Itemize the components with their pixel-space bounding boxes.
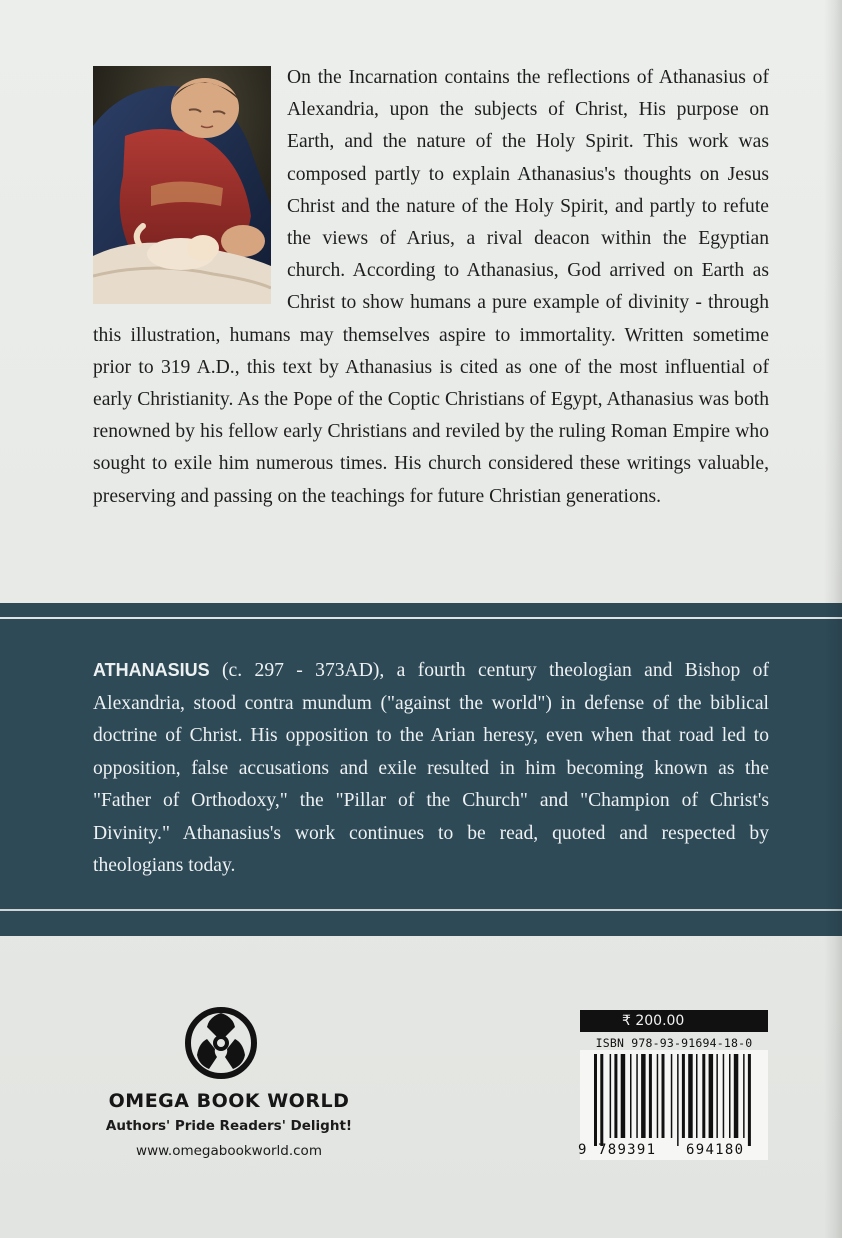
- price-label: [580, 1010, 768, 1032]
- author-bio-text: (c. 297 - 373AD), a fourth century theologian and Bishop of Alexandria, stood contra mundum ("against the world") in defense of the biblical doctrine of Christ. His opposition to the Arian heresy, even when that road led to opposition, false accusations and exile resulted in him becoming known as the "Father of Orthodoxy," the "Pillar of the Church" and "Champion of Christ's Divinity." Athanasius's work continues to be read, quoted and respected by theologians today.: [93, 660, 769, 876]
- author-name: ATHANASIUS: [93, 660, 210, 680]
- barcode-bar: [723, 1054, 725, 1138]
- barcode-bar: [614, 1054, 617, 1138]
- omega-logo-icon: [183, 1005, 259, 1081]
- barcode-bar: [630, 1054, 632, 1138]
- publisher-website: www.omegabookworld.com: [136, 1143, 322, 1159]
- barcode-bar: [600, 1054, 603, 1146]
- barcode-bar: [594, 1054, 597, 1146]
- barcode-bar: [743, 1054, 745, 1138]
- barcode-bar: [657, 1054, 659, 1138]
- barcode-bar: [636, 1054, 638, 1138]
- barcode-bar: [641, 1054, 646, 1138]
- barcode-bar: [748, 1054, 751, 1146]
- barcode-bar: [729, 1054, 731, 1138]
- band-rule-bottom: [0, 909, 842, 911]
- barcode-bar: [716, 1054, 718, 1138]
- barcode-bar: [734, 1054, 739, 1138]
- barcode-bar: [682, 1054, 685, 1138]
- author-bio: [93, 654, 769, 883]
- barcode-bar: [671, 1054, 673, 1138]
- barcode-bar: [649, 1054, 652, 1138]
- barcode-bar: [621, 1054, 626, 1138]
- barcode-bar: [688, 1054, 693, 1138]
- barcode-bar: [696, 1054, 698, 1138]
- barcode-right-digits: 694180: [686, 1142, 745, 1158]
- barcode-bar: [677, 1054, 679, 1146]
- description-text: On the Incarnation contains the reflections of Athanasius of Alexandria, upon the subjects of Christ, His purpose on Earth, and the nature of the Holy Spirit. This work was composed partly to explain Athanasius's thoughts on Jesus Christ and the nature of the Holy Spirit, and partly to refute the views of Arius, a rival deacon within the Egyptian church. According to Athanasius, God arrived on Earth as Christ to show humans a pure example of divinity - through this illustration, humans may themselves aspire to immortality. Written sometime prior to 319 A.D., this text by Athanasius is cited as one of the most influential of early Christianity. As the Pope of the Coptic Christians of Egypt, Athanasius was both renowned by his fellow early Christians and reviled by the ruling Roman Empire who sought to exile him numerous times. His church considered these writings valuable, preserving and passing on the teachings for future Christian generations.: [93, 67, 769, 507]
- page-edge-shadow: [824, 0, 842, 1238]
- barcode-left-digits: 789391: [598, 1142, 657, 1158]
- barcode-lead-digit: 9: [578, 1142, 587, 1158]
- painting-spacer: [93, 62, 287, 304]
- band-rule-top: [0, 617, 842, 619]
- publisher-name: OMEGA BOOK WORLD: [108, 1090, 350, 1112]
- isbn-label: ISBN 978-93-91694-18-0: [595, 1036, 753, 1050]
- barcode-bar: [702, 1054, 705, 1138]
- publisher-tagline: Authors' Pride Readers' Delight!: [105, 1118, 353, 1134]
- barcode-bar: [709, 1054, 714, 1138]
- barcode-bar: [610, 1054, 612, 1138]
- barcode-bar: [662, 1054, 665, 1138]
- price-text: ₹ 200.00: [622, 1013, 685, 1029]
- book-description: [93, 62, 769, 513]
